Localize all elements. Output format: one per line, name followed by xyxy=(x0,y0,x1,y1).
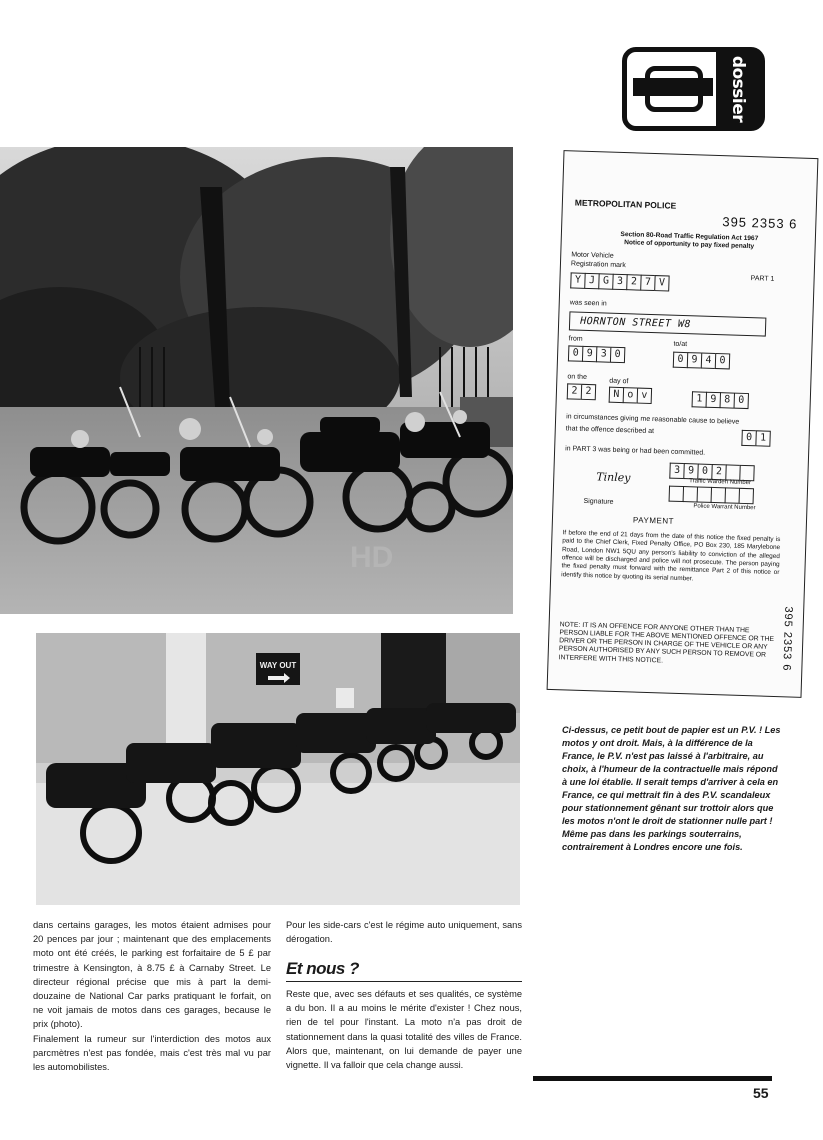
to-label: to/at xyxy=(673,340,688,349)
signature: Tinley xyxy=(596,470,631,485)
warden-digit xyxy=(739,465,754,481)
police-label: Police Warrant Number xyxy=(693,503,756,512)
day-digit: 2 xyxy=(581,384,596,400)
parking-ticket xyxy=(547,150,819,698)
article-paragraph: dans certains garages, les motos étaient admises pour 20 pences par jour ; maintenant que des emplacements moto ont été créés, le parking est forfaitaire de 5 £ par trimestre à Kensington, à 8.75 £ à Carnaby Street. Le directeur régional précise que mis à part la demi-douzaine de National Car parks pratiquant le forfait, on ne voit jamais de motos dans ces garages, because le prix (photo). xyxy=(33,920,271,1030)
police-digit xyxy=(669,486,683,502)
vertical-ticket-number: 395 2353 6 xyxy=(780,606,795,672)
month-char: N xyxy=(609,387,623,403)
from-time-boxes xyxy=(568,345,625,363)
article-paragraph: Finalement la rumeur sur l'interdiction des motos aux parcmètres n'est pas fondée, mais c'est très mal vu par les automobilistes. xyxy=(33,1033,271,1073)
article-paragraph: Reste que, avec ses défauts et ses qualités, ce système a du bon. Il a au moins le mérite d'exister ! Chez nous, rien de tel pour l'instant. La moto n'a pas droit de stationnement dans la quasi totalité des villes de France. Alors que, maintenant, on lui demande de payer une vignette. Il va falloir que cela change aussi. xyxy=(286,989,522,1071)
signature-label: Signature xyxy=(583,497,614,506)
payment-notice: If before the end of 21 days from the date of this notice the fixed penalty is paid to the Chief Clerk, Fixed Penalty Office, PO Box 230, 185 Marylebone Road, London NW1 5QU any person's liability to conviction of the alleged offence will be discharged and police will not prosecute. The person paying the fixed penalty must forward with the remittance Part 2 of this notice or identify this notice by quoting its serial number. xyxy=(561,529,781,583)
photo-motorcycles-parking xyxy=(36,633,520,905)
warden-digit xyxy=(725,464,739,480)
month-char: o xyxy=(623,387,637,403)
offence-notice: NOTE: IT IS AN OFFENCE FOR ANYONE OTHER THAN THE PERSON LIABLE FOR THE ABOVE MENTIONED OFFENCE OR THE DRIVER OR THE PERSON IN CHARGE OF THE VEHICLE OR ANY PERSON AUTHORISED BY ANY SUCH PERSON TO REMOVE OR INTERFERE WITH THIS NOTICE. xyxy=(558,621,775,665)
street-field: HORNTON STREET W8 xyxy=(569,311,766,336)
registration-char: J xyxy=(584,273,598,289)
registration-char: G xyxy=(598,273,612,289)
warden-label: Traffic Warden Number xyxy=(689,478,752,487)
from-digit: 0 xyxy=(568,345,582,361)
police-digit xyxy=(739,488,754,504)
on-the-label: on the xyxy=(567,373,587,381)
month-boxes xyxy=(609,387,652,404)
to-digit: 0 xyxy=(715,353,730,369)
photo-motorcycles-parking-image xyxy=(36,633,520,905)
day-boxes xyxy=(567,383,596,400)
registration-char: 3 xyxy=(612,274,626,290)
registration-char: 7 xyxy=(640,275,654,291)
year-digit: 9 xyxy=(706,392,720,408)
year-boxes xyxy=(692,391,749,409)
to-time-boxes xyxy=(673,352,730,370)
briefcase-bar-icon xyxy=(633,78,713,96)
article-column-1 xyxy=(33,918,271,1074)
ticket-section-act: Section 80-Road Traffic Regulation Act 1967 xyxy=(620,230,759,243)
logo-text: dossier xyxy=(728,55,749,123)
article-paragraph: Pour les side-cars c'est le régime auto uniquement, sans dérogation. xyxy=(286,920,522,945)
day-of-label: day of xyxy=(609,377,629,386)
year-digit: 8 xyxy=(720,392,734,408)
to-digit: 9 xyxy=(687,352,701,368)
police-digit xyxy=(683,486,697,502)
ticket-number: 395 2353 6 xyxy=(722,214,798,232)
ticket-notice-title: Notice of opportunity to pay fixed penalty xyxy=(624,239,755,251)
circumstances-text: in circumstances giving me reasonable cause to believe that the offence described at xyxy=(565,413,740,435)
page-number: 55 xyxy=(753,1085,769,1101)
warden-digit: 0 xyxy=(697,463,711,479)
registration-label: Registration mark xyxy=(570,260,626,270)
police-number-boxes xyxy=(669,486,754,505)
police-digit xyxy=(697,486,711,502)
footer-rule xyxy=(533,1076,772,1081)
seen-label: was seen in xyxy=(569,299,607,308)
offence-code-boxes xyxy=(741,430,770,447)
from-digit: 3 xyxy=(596,346,610,362)
year-digit: 0 xyxy=(734,393,749,409)
way-out-sign: WAY OUT xyxy=(259,661,297,670)
section-heading: Et nous ? xyxy=(286,959,522,982)
article-column-2-intro xyxy=(286,918,522,946)
payment-heading: PAYMENT xyxy=(632,515,675,526)
offence-digit: 1 xyxy=(755,430,770,446)
registration-char: 2 xyxy=(626,274,640,290)
photo-caption: Ci-dessus, ce petit bout de papier est un P.V. ! Les motos y ont droit. Mais, à la différence de la France, le P.V. n'est pas laissé à l'arbitraire, au choix, à l'humeur de la contractuelle mais répond à une loi établie. Il serait temps d'arriver à cela en France, ce qui mettrait fin à des P.V. scandaleux pour stationnement gênant sur trottoir alors que les motos n'ont le droit de stationner nulle part ! Même pas dans les parkings souterrains, contrairement à Londres encore une fois. xyxy=(562,725,781,852)
registration-char: V xyxy=(654,275,669,291)
watermark-text: HD xyxy=(350,541,394,574)
police-digit xyxy=(711,487,725,503)
from-digit: 0 xyxy=(610,347,625,363)
ticket-authority: METROPOLITAN POLICE xyxy=(574,197,677,211)
vehicle-label: Motor Vehicle xyxy=(571,251,614,260)
from-label: from xyxy=(568,335,583,343)
part-label: PART 1 xyxy=(750,275,775,283)
to-digit: 4 xyxy=(701,353,715,369)
ticket-section xyxy=(587,230,792,253)
logo-tab xyxy=(716,52,760,126)
day-digit: 2 xyxy=(567,383,581,399)
warden-digit: 2 xyxy=(711,464,725,480)
to-digit: 0 xyxy=(673,352,687,368)
photo-motorcycles-street xyxy=(0,147,513,614)
year-digit: 1 xyxy=(692,391,706,407)
photo-motorcycles-street-image xyxy=(0,147,513,614)
dossier-logo xyxy=(622,47,765,131)
offence-digit: 0 xyxy=(741,430,755,446)
from-digit: 9 xyxy=(582,346,596,362)
warden-digit: 3 xyxy=(669,463,683,479)
month-char: v xyxy=(637,388,652,404)
warden-digit: 9 xyxy=(683,463,697,479)
part3-text: in PART 3 was being or had been committed. xyxy=(565,445,706,457)
police-digit xyxy=(725,487,739,503)
registration-boxes xyxy=(570,272,669,291)
registration-char: Y xyxy=(570,272,584,288)
